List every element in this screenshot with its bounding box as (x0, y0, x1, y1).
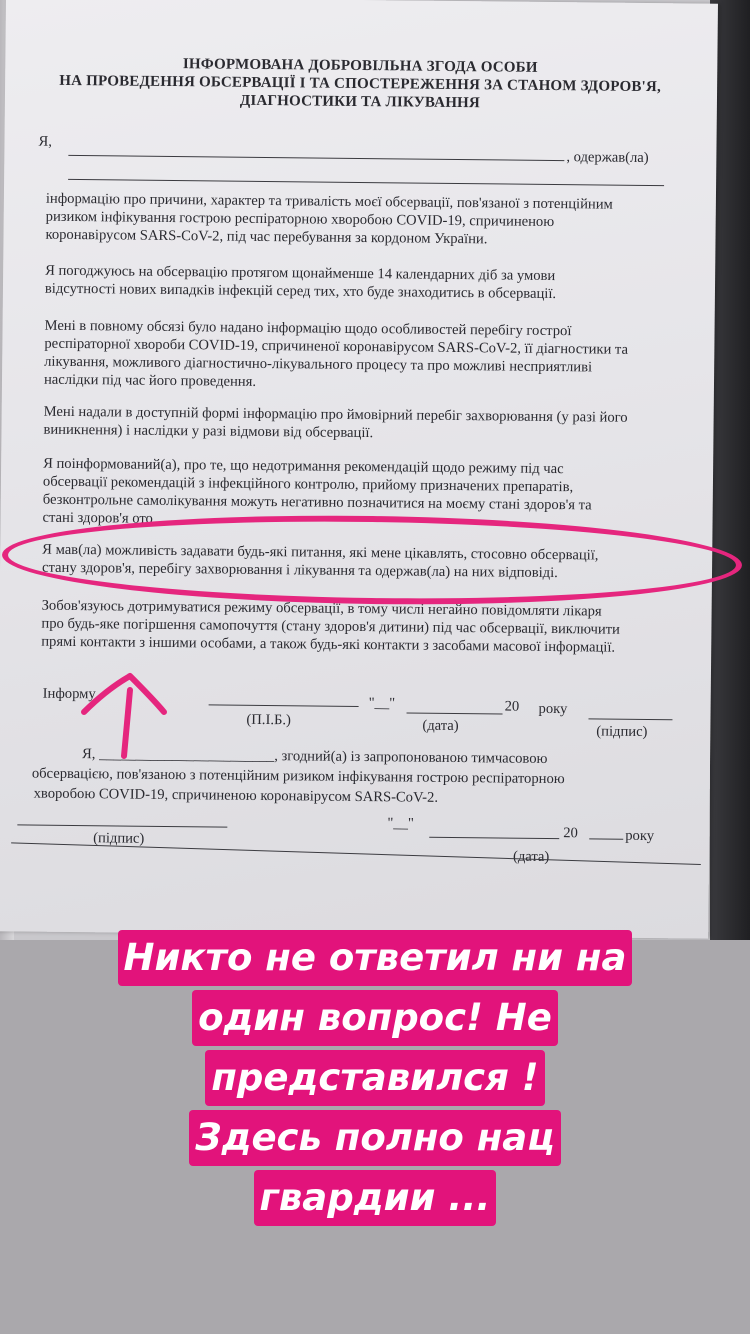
caption-line-5: гвардии ... (254, 1170, 497, 1226)
pib-label: (П.І.Б.) (246, 711, 291, 729)
document-title-line-1: ІНФОРМОВАНА ДОБРОВІЛЬНА ЗГОДА ОСОБИ (182, 56, 538, 76)
document-title-line-3: ДІАГНОСТИКИ ТА ЛІКУВАННЯ (239, 92, 481, 112)
paragraph-informed: Я поінформований(а), про те, що недотримання рекомендацій щодо режиму під час обсервації рекомендацій з інфекційного контролю, прийому призначених препаратів, безконтрольне самолікування можуть негативно позначитися на моєму стані здоров'я та стані здоров'я ото (42, 455, 592, 527)
document-title-line-2: НА ПРОВЕДЕННЯ ОБСЕРВАЦІЇ І ТА СПОСТЕРЕЖЕННЯ ЗА СТАНОМ ЗДОРОВ'Я, (59, 72, 662, 96)
received-label: , одержав(ла) (566, 149, 649, 167)
story-caption (0, 928, 750, 1228)
bottom-signature-label: (підпис) (93, 830, 145, 847)
paragraph-reasons: інформацію про причини, характер та тривалість моєї обсервації, пов'язаної з потенційним ризиком інфікування гострою респіраторною хворобою COVID-19, спричиненою коронавірусом SARS-CoV-2, під час перебування за кордоном України. (45, 190, 613, 248)
paragraph-agreement: Я погоджуюсь на обсервацію протягом щонайменше 14 календарних діб за умови відсутності нових випадків інфекцій серед тих, хто буде знаходитись в обсервації. (44, 262, 557, 303)
consent-line-3: хворобою COVID-19, спричиненою коронавірусом SARS-CoV-2. (33, 785, 439, 806)
consent-line-1: Я, ________________________, згодний(а) із запропонованою тимчасовою (82, 746, 548, 767)
bottom-date-label: (дата) (512, 848, 550, 866)
paragraph-obligations: Зобов'язуюсь дотримуватися режиму обсервації, в тому числі негайно повідомляти лікаря про будь-яке погіршення самопочуття (стану здоров'я дитини) під час обсервації, виключити прямі контакти з іншими особами, а також будь-які контакти з засобами масової інформації. (41, 597, 620, 656)
ya-label: Я, (38, 133, 52, 150)
bottom-year-word: року (625, 827, 655, 845)
informed-label: Інформу (42, 685, 96, 703)
caption-line-3: представился ! (205, 1050, 544, 1106)
paragraph-information: Мені в повному обсязі було надано інформацію щодо особливостей перебігу гострої респіраторної хвороби COVID-19, спричиненої коронавірусом SARS-CoV-2, її діагностики та лікування, можливого діагностично-лікувального процесу та про можливі несприятливі наслідки під час його проведення. (43, 317, 629, 390)
consent-line-2: обсервацією, пов'язаною з потенційним ризиком інфікування гострою респіраторною (31, 765, 565, 788)
date-label: (дата) (422, 717, 459, 735)
date-quote-marks: "__" (368, 695, 396, 712)
year-number: 20 (504, 698, 520, 715)
paragraph-course: Мені надали в доступній формі інформацію про ймовірний перебіг захворювання (у разі його виникнення) і наслідки у разі відмови від обсервації. (43, 403, 628, 442)
caption-line-2: один вопрос! Не (192, 990, 558, 1046)
bottom-quote-marks: "__" (387, 815, 414, 832)
caption-line-1: Никто не ответил ни на (118, 930, 633, 986)
year-word: року (538, 700, 568, 718)
signature-label: (підпис) (596, 723, 648, 741)
paragraph-questions: Я мав(ла) можливість задавати будь-які питання, які мене цікавлять, стосовно обсервації, стану здоров'я, перебігу захворювання і лікування та одержав(ла) на них відповіді. (41, 541, 599, 582)
caption-line-4: Здесь полно нац (189, 1110, 560, 1166)
bottom-year-number: 20 (563, 825, 578, 842)
